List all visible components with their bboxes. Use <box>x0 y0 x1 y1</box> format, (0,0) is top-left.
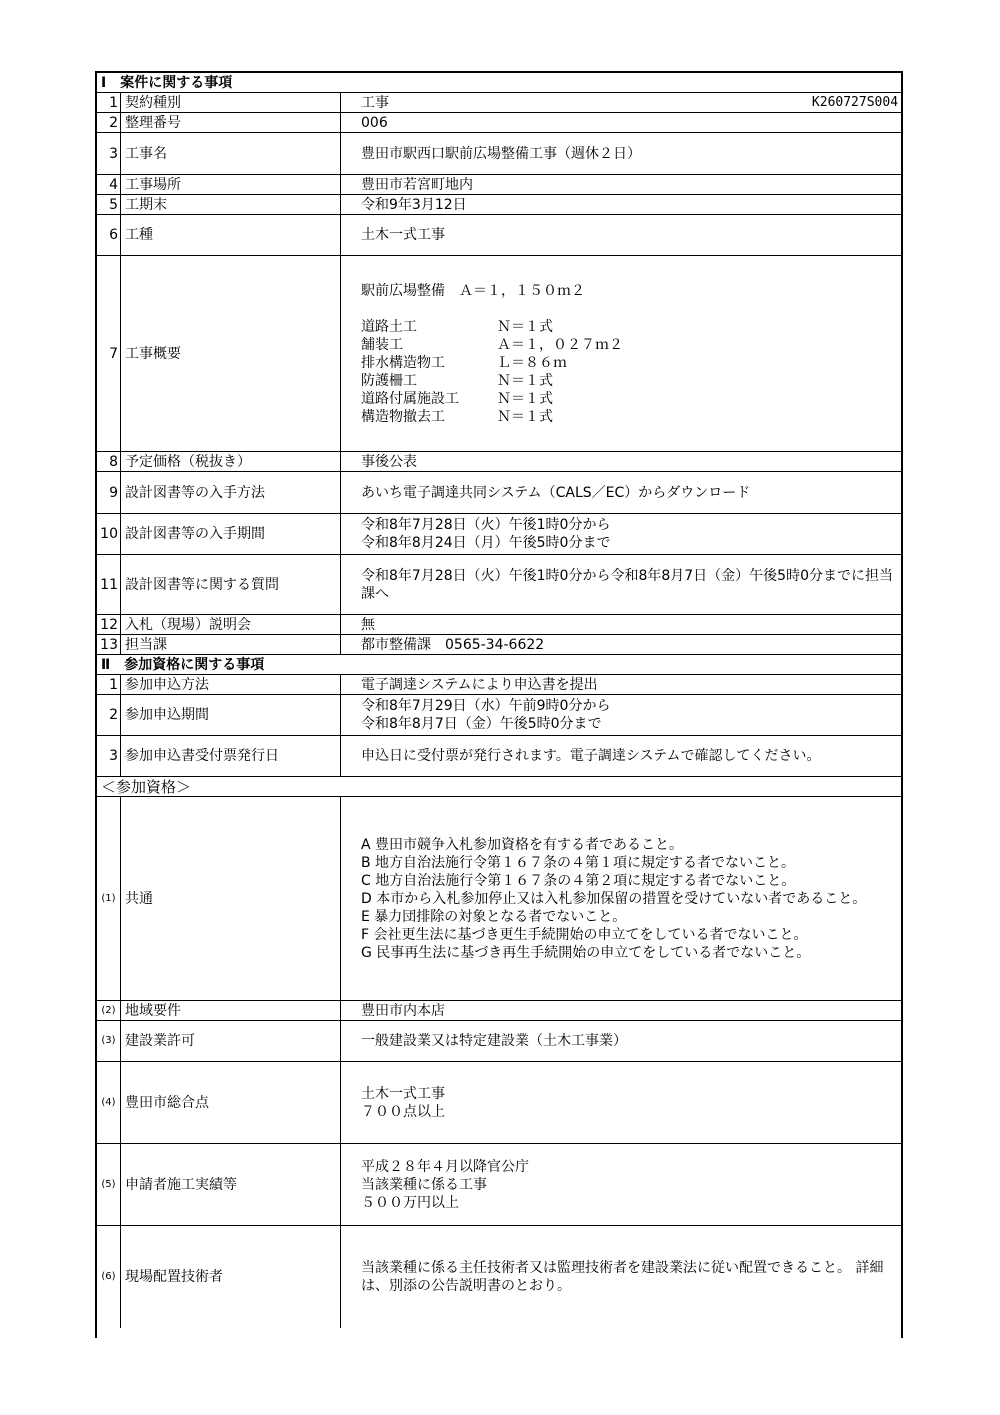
row-label: 工事場所 <box>121 175 341 195</box>
table-row <box>97 1144 903 1226</box>
row-label: 現場配置技術者 <box>121 1226 341 1328</box>
table-row <box>97 736 903 777</box>
table-row <box>97 175 903 195</box>
row-label: 工種 <box>121 215 341 256</box>
row-label: 予定価格（税抜き） <box>121 452 341 472</box>
summary-item-qty: Ａ＝１，０２７ｍ２ <box>497 336 623 353</box>
table-row <box>97 675 903 695</box>
notice-table <box>96 72 903 1328</box>
row-value: 令和8年7月28日（火）午後1時0分から令和8年8月7日（金）午後5時0分までに担当課へ <box>341 555 903 615</box>
table-row <box>97 93 903 113</box>
summary-items <box>361 318 898 426</box>
row-value: 令和8年7月28日（火）午後1時0分から 令和8年8月24日（月）午後5時0分まで <box>341 514 903 555</box>
row-number: (5) <box>97 1144 121 1226</box>
table-row <box>97 1001 903 1021</box>
row-number: 5 <box>97 195 121 215</box>
row-number: 10 <box>97 514 121 555</box>
row-value: 平成２８年４月以降官公庁 当該業種に係る工事 ５００万円以上 <box>341 1144 903 1226</box>
row-label: 整理番号 <box>121 113 341 133</box>
row-label: 参加申込方法 <box>121 675 341 695</box>
row-number: 11 <box>97 555 121 615</box>
case-code: K260727S004 <box>811 94 899 110</box>
row-number: 1 <box>97 675 121 695</box>
row-label: 工期末 <box>121 195 341 215</box>
row-value: 令和8年7月29日（水）午前9時0分から 令和8年8月7日（金）午後5時0分まで <box>341 695 903 736</box>
table-row <box>97 195 903 215</box>
row-label: 申請者施工実績等 <box>121 1144 341 1226</box>
row-value: 当該業種に係る主任技術者又は監理技術者を建設業法に従い配置できること。 詳細は、別添の公告説明書のとおり。 <box>341 1226 903 1328</box>
qual-header-row <box>97 777 903 797</box>
row-label: 工事概要 <box>121 256 341 452</box>
row-value: 豊田市内本店 <box>341 1001 903 1021</box>
summary-headline: 駅前広場整備 Ａ＝１，１５０ｍ２ <box>361 282 585 299</box>
row-label: 設計図書等の入手期間 <box>121 514 341 555</box>
row-number: 7 <box>97 256 121 452</box>
document-sheet <box>96 72 902 1328</box>
summary-item-name: 舗装工 <box>361 336 403 353</box>
row-value: 事後公表 <box>341 452 903 472</box>
row-value: 土木一式工事 ７００点以上 <box>341 1062 903 1144</box>
qual-header: ＜参加資格＞ <box>97 777 903 797</box>
summary-item-qty: Ｎ＝１式 <box>497 372 553 389</box>
row-value: 令和9年3月12日 <box>341 195 903 215</box>
row-value: 一般建設業又は特定建設業（土木工事業） <box>341 1021 903 1062</box>
row-value: 無 <box>341 615 903 635</box>
table-row <box>97 113 903 133</box>
row-value: 豊田市駅西口駅前広場整備工事（週休２日） <box>341 133 903 175</box>
row-value: あいち電子調達共同システム（CALS／EC）からダウンロード <box>341 472 903 514</box>
table-row <box>97 635 903 655</box>
table-row <box>97 695 903 736</box>
summary-item-qty: Ｎ＝１式 <box>497 390 553 407</box>
contract-type: 工事 <box>361 94 389 111</box>
row-number: 9 <box>97 472 121 514</box>
table-row <box>97 452 903 472</box>
section2-header-row <box>97 655 903 675</box>
row-number: 4 <box>97 175 121 195</box>
row-value: 電子調達システムにより申込書を提出 <box>341 675 903 695</box>
row-number: (2) <box>97 1001 121 1021</box>
summary-item-qty: Ｎ＝１式 <box>497 408 553 425</box>
work-summary <box>341 256 903 452</box>
row-label: 参加申込期間 <box>121 695 341 736</box>
row-number: 2 <box>97 695 121 736</box>
row-number: (3) <box>97 1021 121 1062</box>
summary-item-qty: Ｌ＝８６ｍ <box>497 354 567 371</box>
row-label: 工事名 <box>121 133 341 175</box>
row-value: 都市整備課 0565-34-6622 <box>341 635 903 655</box>
summary-item-name: 道路付属施設工 <box>361 390 459 407</box>
summary-item-qty: Ｎ＝１式 <box>497 318 553 335</box>
table-row <box>97 472 903 514</box>
table-row <box>97 797 903 1001</box>
row-label: 入札（現場）説明会 <box>121 615 341 635</box>
section2-header: Ⅱ 参加資格に関する事項 <box>97 655 903 675</box>
row-number: (6) <box>97 1226 121 1328</box>
table-row <box>97 215 903 256</box>
row-label: 参加申込書受付票発行日 <box>121 736 341 777</box>
row-label: 設計図書等に関する質問 <box>121 555 341 615</box>
row-label: 共通 <box>121 797 341 1001</box>
row-number: 2 <box>97 113 121 133</box>
row-label: 豊田市総合点 <box>121 1062 341 1144</box>
section1-header: Ⅰ 案件に関する事項 <box>97 73 903 93</box>
row-label: 担当課 <box>121 635 341 655</box>
row-number: 12 <box>97 615 121 635</box>
table-row <box>97 256 903 452</box>
summary-item-name: 道路土工 <box>361 318 417 335</box>
row-number: (4) <box>97 1062 121 1144</box>
row-value <box>341 93 903 113</box>
row-label: 地域要件 <box>121 1001 341 1021</box>
row-number: 13 <box>97 635 121 655</box>
row-label: 建設業許可 <box>121 1021 341 1062</box>
row-number: 8 <box>97 452 121 472</box>
summary-item-name: 排水構造物工 <box>361 354 445 371</box>
row-value: 豊田市若宮町地内 <box>341 175 903 195</box>
row-number: 3 <box>97 133 121 175</box>
table-row <box>97 1021 903 1062</box>
row-number: 6 <box>97 215 121 256</box>
summary-item-name: 防護柵工 <box>361 372 417 389</box>
table-row <box>97 555 903 615</box>
table-row <box>97 1062 903 1144</box>
row-number: 3 <box>97 736 121 777</box>
table-row <box>97 133 903 175</box>
row-value: 土木一式工事 <box>341 215 903 256</box>
row-label: 契約種別 <box>121 93 341 113</box>
row-label: 設計図書等の入手方法 <box>121 472 341 514</box>
row-value: A 豊田市競争入札参加資格を有する者であること。 B 地方自治法施行令第１６７条の４第１項に規定する者でないこと。 C 地方自治法施行令第１６７条の４第２項に規定する者でないこと。 D 本市から入札参加停止又は入札参加保留の措置を受けていない者であること。 E 暴力団排除の対象となる者でないこと。 F 会社更生法に基づき更生手続開始の申立てをしている者でないこと。 G 民事再生法に基づき再生手続開始の申立てをしている者でないこと。 <box>341 797 903 1001</box>
section1-header-row <box>97 73 903 93</box>
table-row <box>97 1226 903 1328</box>
row-number: (1) <box>97 797 121 1001</box>
row-number: 1 <box>97 93 121 113</box>
summary-item-name: 構造物撤去工 <box>361 408 445 425</box>
row-value: 申込日に受付票が発行されます。電子調達システムで確認してください。 <box>341 736 903 777</box>
row-value: 006 <box>341 113 903 133</box>
table-row <box>97 615 903 635</box>
table-row <box>97 514 903 555</box>
